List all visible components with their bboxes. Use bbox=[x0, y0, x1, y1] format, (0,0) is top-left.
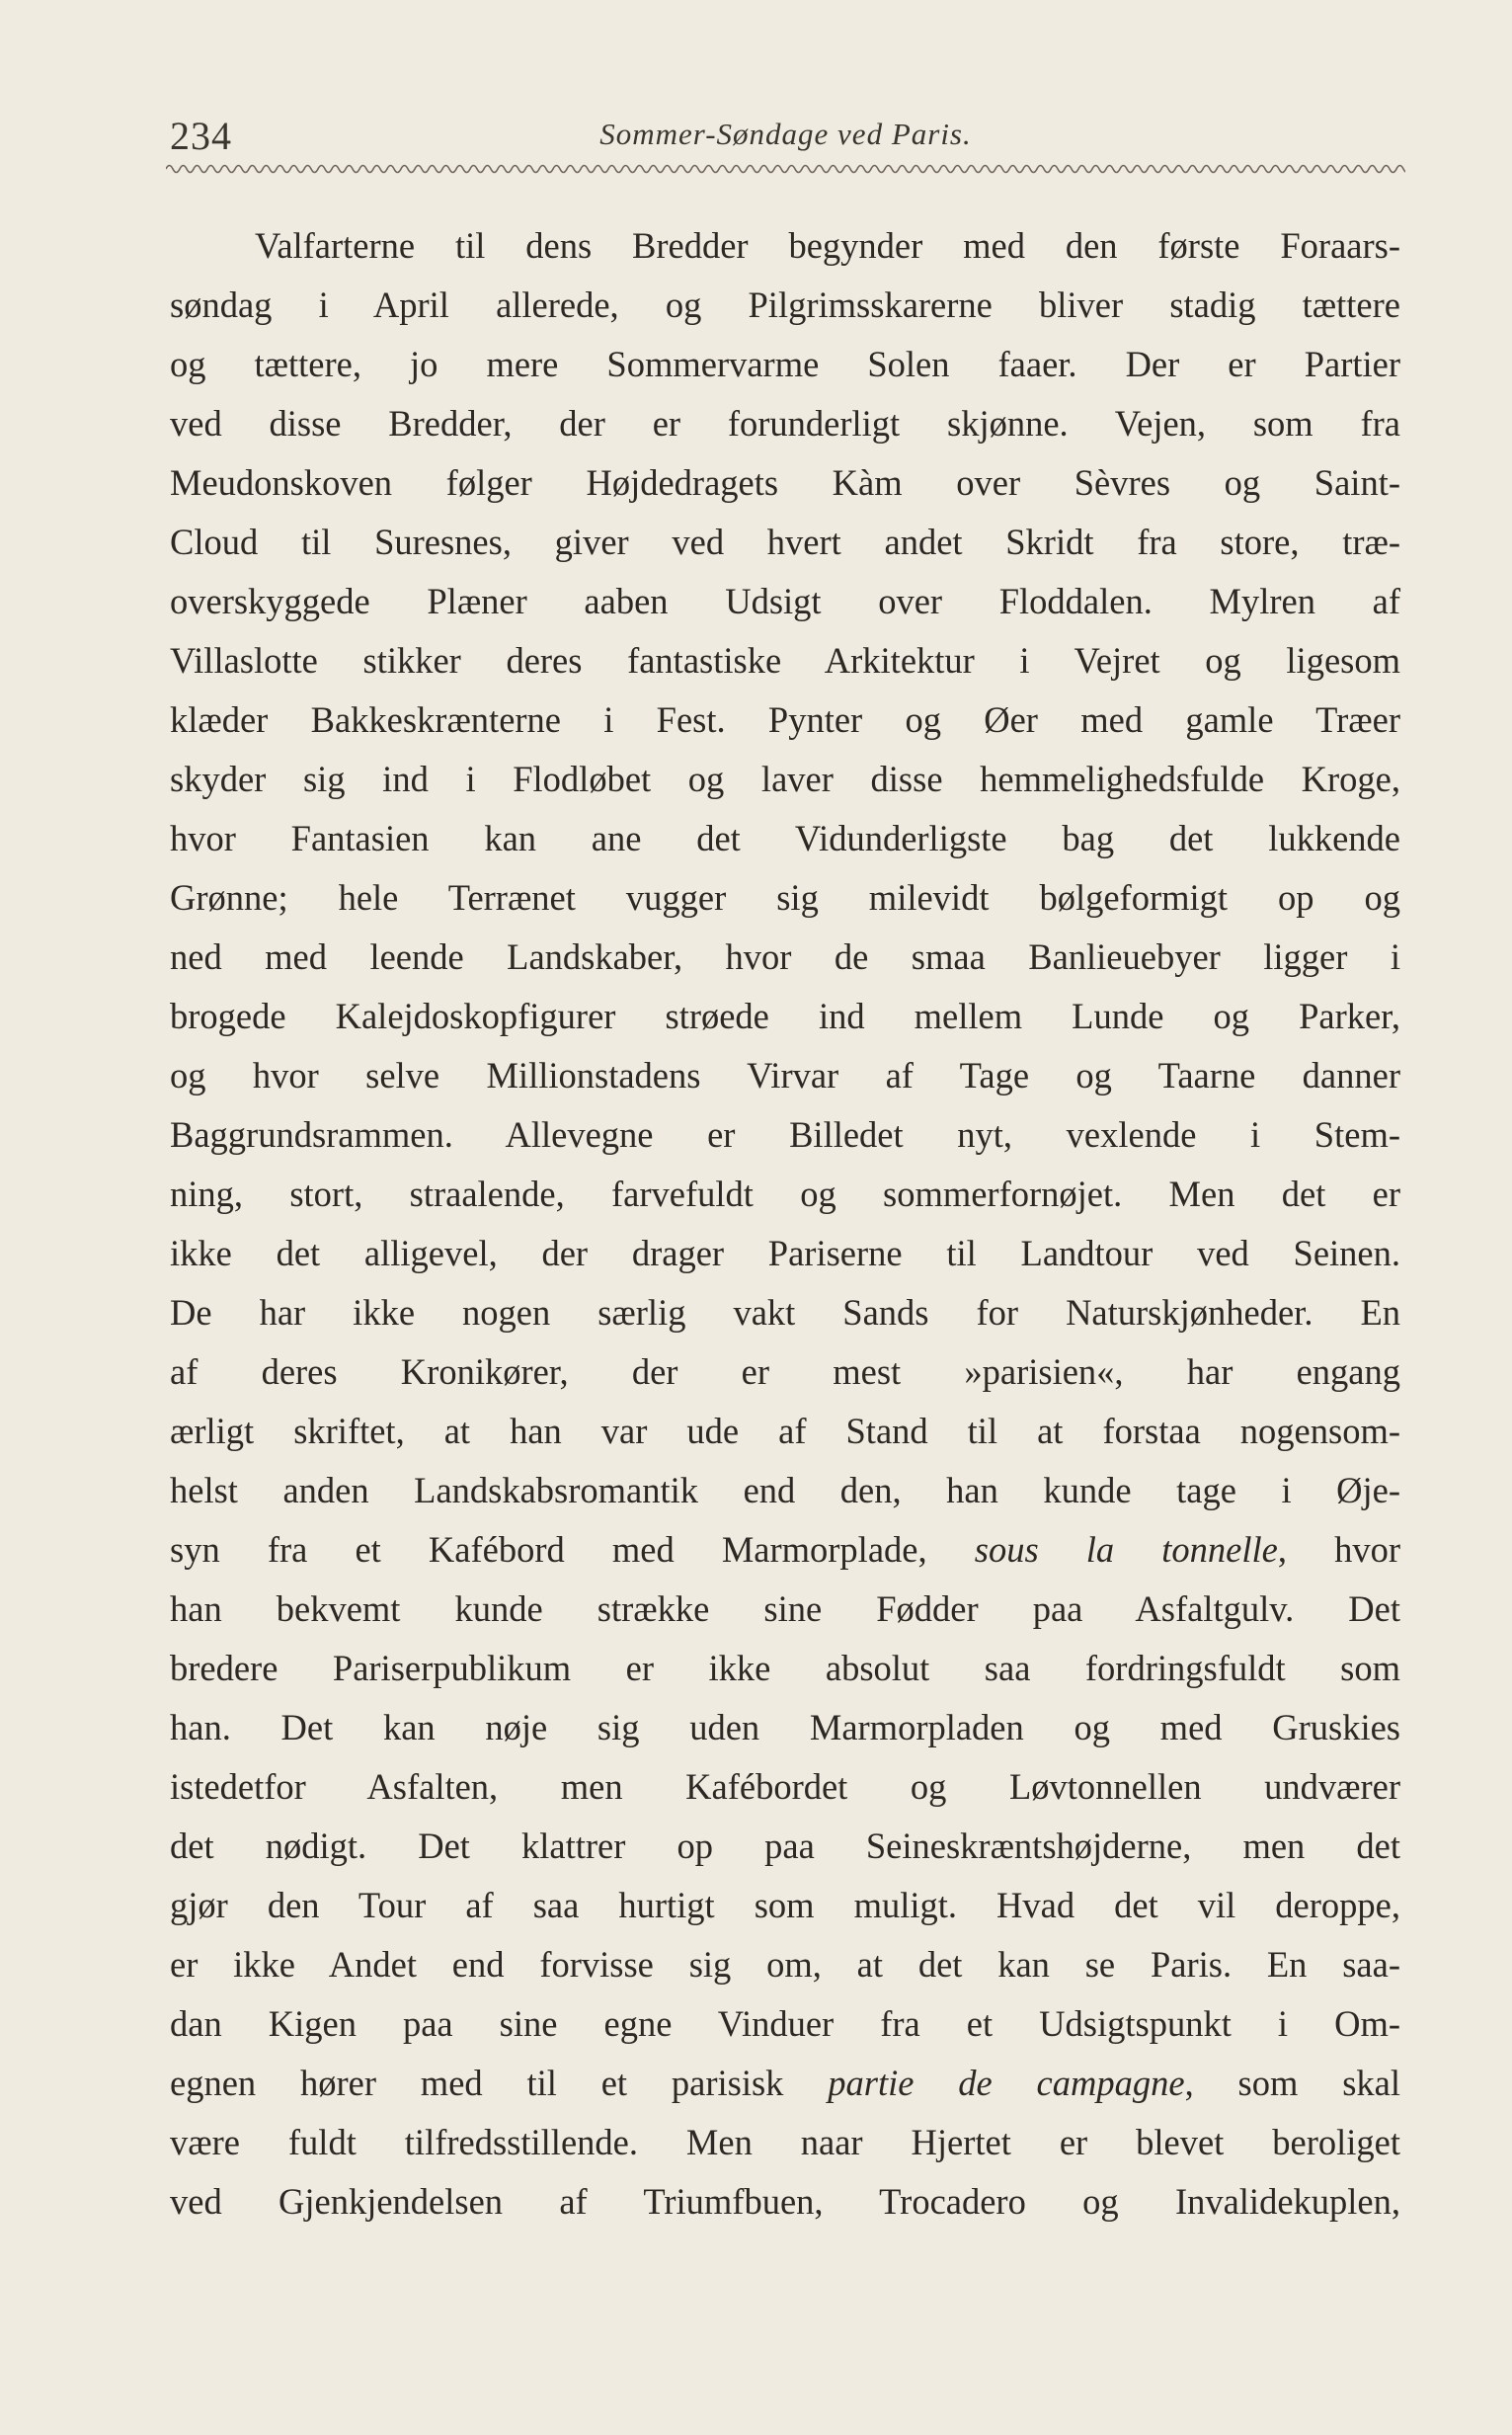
text-segment: , hvor bbox=[1277, 1529, 1401, 1570]
text-line: istedetfor Asfalten, men Kafébordet og Løvtonnellen undværer bbox=[170, 1766, 1400, 1807]
text-line: ærligt skriftet, at han var ude af Stand til at forstaa nogensom- bbox=[170, 1411, 1400, 1451]
text-line: af deres Kronikører, der er mest »parisien«, har engang bbox=[170, 1351, 1400, 1392]
text-line: gjør den Tour af saa hurtigt som muligt. Hvad det vil deroppe, bbox=[170, 1885, 1400, 1925]
running-title: Sommer-Søndage ved Paris. bbox=[599, 117, 972, 151]
text-line: klæder Bakkeskrænterne i Fest. Pynter og Øer med gamle Træer bbox=[170, 699, 1400, 740]
text-line: og tættere, jo mere Sommervarme Solen faaer. Der er Partier bbox=[170, 344, 1400, 384]
text-line: ved Gjenkjendelsen af Triumfbuen, Trocadero og Invalidekuplen, bbox=[170, 2181, 1400, 2222]
decorative-rule bbox=[166, 158, 1405, 180]
text-line: ned med leende Landskaber, hvor de smaa Banlieuebyer ligger i bbox=[170, 936, 1400, 977]
text-line: Meudonskoven følger Højdedragets Kàm over Sèvres og Saint- bbox=[170, 462, 1400, 503]
text-segment: egnen hører med til et parisisk bbox=[170, 2063, 784, 2103]
text-line: De har ikke nogen særlig vakt Sands for Naturskjønheder. En bbox=[170, 1292, 1400, 1333]
text-line: ikke det alligevel, der drager Pariserne til Landtour ved Seinen. bbox=[170, 1233, 1400, 1273]
text-line: Baggrundsrammen. Allevegne er Billedet nyt, vexlende i Stem- bbox=[170, 1114, 1400, 1155]
text-line: hvor Fantasien kan ane det Vidunderligste bag det lukkende bbox=[170, 818, 1400, 858]
italic-phrase: sous la tonnelle bbox=[974, 1529, 1278, 1570]
page-header bbox=[166, 107, 1405, 166]
text-line: søndag i April allerede, og Pilgrimsskarerne bliver stadig tættere bbox=[170, 284, 1400, 325]
text-segment: syn fra et Kafébord med Marmorplade, bbox=[170, 1529, 927, 1570]
body-text bbox=[170, 216, 1400, 2232]
text-line: ning, stort, straalende, farvefuldt og sommerfornøjet. Men det er bbox=[170, 1174, 1400, 1214]
text-line: han bekvemt kunde strække sine Fødder paa Asfaltgulv. Det bbox=[170, 1588, 1400, 1629]
text-line: helst anden Landskabsromantik end den, han kunde tage i Øje- bbox=[170, 1470, 1400, 1510]
text-line: Villaslotte stikker deres fantastiske Arkitektur i Vejret og ligesom bbox=[170, 640, 1400, 681]
text-line: han. Det kan nøje sig uden Marmorpladen og med Gruskies bbox=[170, 1707, 1400, 1747]
italic-phrase: partie de campagne bbox=[828, 2063, 1185, 2103]
text-segment: , som skal bbox=[1184, 2063, 1400, 2103]
text-line: dan Kigen paa sine egne Vinduer fra et Udsigtspunkt i Om- bbox=[170, 2003, 1400, 2044]
text-line: er ikke Andet end forvisse sig om, at det kan se Paris. En saa- bbox=[170, 1944, 1400, 1985]
text-line bbox=[170, 2054, 1400, 2113]
text-line bbox=[170, 1520, 1400, 1580]
text-line: Grønne; hele Terrænet vugger sig milevidt bølgeformigt op og bbox=[170, 877, 1400, 918]
text-line: brogede Kalejdoskopfigurer strøede ind mellem Lunde og Parker, bbox=[170, 996, 1400, 1036]
text-line: være fuldt tilfredsstillende. Men naar Hjertet er blevet beroliget bbox=[170, 2122, 1400, 2162]
text-line: det nødigt. Det klattrer op paa Seineskræntshøjderne, men det bbox=[170, 1826, 1400, 1866]
text-line: og hvor selve Millionstadens Virvar af Tage og Taarne danner bbox=[170, 1055, 1400, 1096]
text-line: skyder sig ind i Flodløbet og laver disse hemmelighedsfulde Kroge, bbox=[170, 759, 1400, 799]
text-line: overskyggede Plæner aaben Udsigt over Floddalen. Mylren af bbox=[170, 581, 1400, 621]
text-line: ved disse Bredder, der er forunderligt skjønne. Vejen, som fra bbox=[170, 403, 1400, 444]
page-number: 234 bbox=[170, 114, 232, 158]
text-line: Cloud til Suresnes, giver ved hvert andet Skridt fra store, træ- bbox=[170, 522, 1400, 562]
text-line: Valfarterne til dens Bredder begynder med den første Foraars- bbox=[255, 225, 1400, 266]
text-line: bredere Pariserpublikum er ikke absolut saa fordringsfuldt som bbox=[170, 1648, 1400, 1688]
